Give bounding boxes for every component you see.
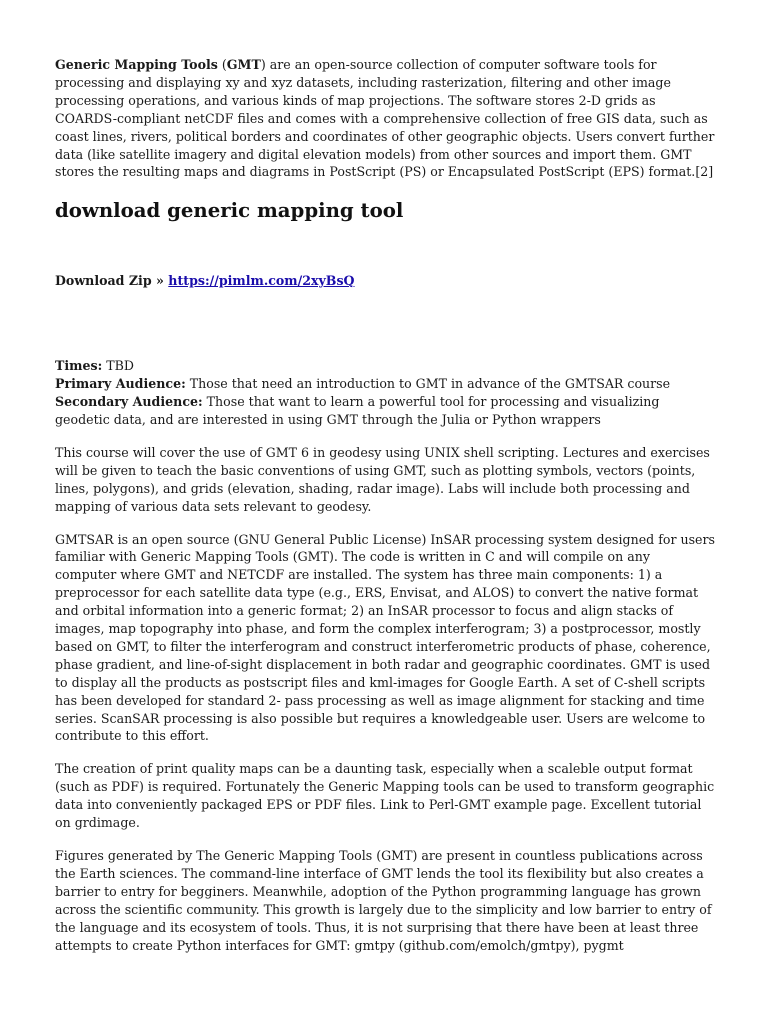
times-value: TBD bbox=[102, 358, 134, 374]
gmtsar-paragraph: GMTSAR is an open source (GNU General Public License) InSAR processing system designed for users familiar with Generic Mapping Tools (GMT). The code is written in C and will compile on any computer where GMT and NETCDF are installed. The system has three main components: 1) a preprocessor for each satellite data type (e.g., ERS, Envisat, and ALOS) to convert the native format and orbital information into a generic format; 2) an InSAR processor to focus and align stacks of images, map topography into phase, and form the complex interferogram; 3) a postprocessor, mostly based on GMT, to filter the interferogram and construct interferometric products of phase, coherence, phase gradient, and line-of-sight displacement in both radar and geographic coordinates. GMT is used to display all the products as postscript files and kml-images for Google Earth. A set of C-shell scripts has been developed for standard 2- pass processing as well as image alignment for stacking and time series. ScanSAR processing is also possible but requires a knowledgeable user. Users are welcome to contribute to this effort. bbox=[55, 531, 715, 744]
download-link[interactable]: https://pimlm.com/2xyBsQ bbox=[168, 273, 355, 289]
course-meta bbox=[55, 357, 715, 429]
intro-paragraph bbox=[55, 56, 715, 181]
secondary-audience-label: Secondary Audience: bbox=[55, 394, 203, 410]
times-label: Times: bbox=[55, 358, 103, 374]
primary-audience-value: Those that need an introduction to GMT in advance of the GMTSAR course bbox=[185, 376, 671, 392]
print-maps-paragraph: The creation of print quality maps can be a daunting task, especially when a scaleble output format (such as PDF) is required. Fortunately the Generic Mapping tools can be used to transform geographic data into conveniently packaged EPS or PDF files. Link to Perl-GMT example page. Excellent tutorial on grdimage. bbox=[55, 761, 715, 831]
intro-abbreviation: GMT bbox=[226, 57, 261, 72]
primary-audience-label: Primary Audience: bbox=[55, 376, 186, 392]
intro-text: ) are an open-source collection of computer software tools for processing and displaying xy and xyz datasets, including rasterization, filtering and other image processing operations, and various kinds of map projections. The software stores 2-D grids as COARDS-compliant netCDF files and comes with a comprehensive collection of free GIS data, such as coast lines, rivers, political borders and coordinates of other geographic objects. Users convert further data (like satellite imagery and digital elevation models) from other sources and import them. GMT stores the resulting maps and diagrams in PostScript (PS) or Encapsulated PostScript (EPS) format.[2] bbox=[55, 57, 715, 180]
intro-paren: ( bbox=[217, 57, 227, 72]
course-description-paragraph: This course will cover the use of GMT 6 in geodesy using UNIX shell scripting. Lectures and exercises will be given to teach the basic conventions of using GMT, such as plotting symbols, vectors (points, lines, polygons), and grids (elevation, shading, radar image). Labs will include both processing and mapping of various data sets relevant to geodesy. bbox=[55, 444, 710, 514]
python-gmt-paragraph: Figures generated by The Generic Mapping Tools (GMT) are present in countless publications across the Earth sciences. The command-line interface of GMT lends the tool its flexibility but also creates a barrier to entry for begginers. Meanwhile, adoption of the Python programming language has grown across the scientific community. This growth is largely due to the simplicity and low barrier to entry of the language and its ecosystem of tools. Thus, it is not surprising that there have been at least three attempts to create Python interfaces for GMT: gmtpy (github.com/emolch/gmtpy), pygmt bbox=[55, 848, 712, 953]
page-heading: download generic mapping tool bbox=[55, 199, 404, 223]
secondary-audience-value: Those that want to learn a powerful tool for processing and visualizing geodetic data, and are interested in using GMT through the Julia or Python wrappers bbox=[55, 394, 660, 427]
download-label: Download Zip » bbox=[55, 273, 169, 289]
intro-term: Generic Mapping Tools bbox=[55, 57, 218, 72]
download-line bbox=[55, 272, 715, 290]
